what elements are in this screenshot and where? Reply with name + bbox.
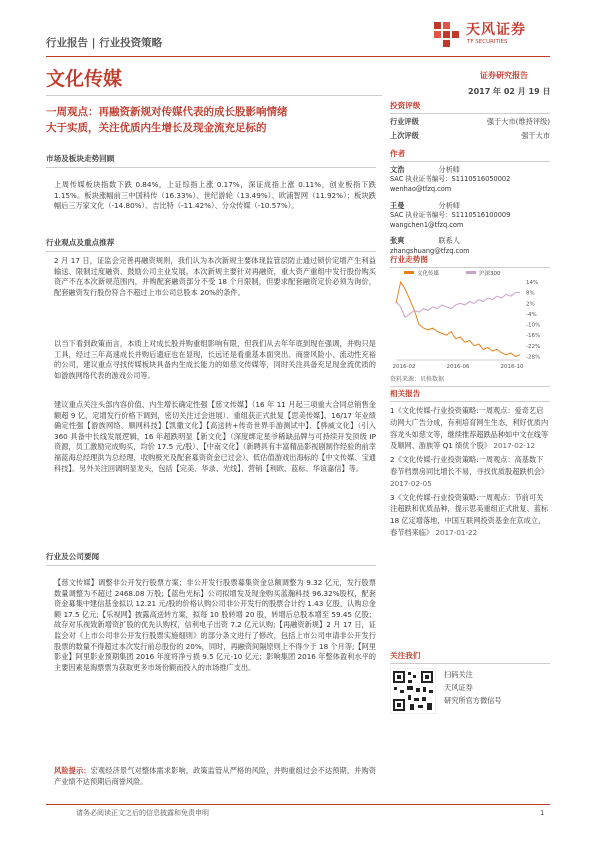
- market-paragraph: 上周传媒板块指数下跌 0.84%，上证综指上涨 0.17%，深证成指上涨 0.11%，创业板指下跌 1.15%。板块涨幅前三中国科传（16.33%）、世纪游轮（13.49%）、欧浦智网（11.92%）；板块跌幅后三万家文化（-14.80%）、吉比特（-11.42%）、分众传媒（-10.57%）。: [54, 180, 376, 211]
- views-rule: [46, 251, 376, 252]
- report-type: 证券研究报告: [480, 71, 528, 80]
- header-rule: [46, 56, 550, 57]
- company-heading: 行业及公司要闻: [46, 552, 100, 561]
- prev-rating-value: 强于大市: [521, 131, 550, 141]
- rating-section: [390, 100, 550, 142]
- y-tick-label: 8%: [526, 290, 535, 297]
- page-number: 1: [540, 809, 545, 817]
- author-cert: SAC 执业证书编号：S1110516100009: [390, 210, 511, 219]
- series-line: [396, 282, 520, 357]
- industry-rating-label: 行业评级: [390, 117, 419, 126]
- author-email: wangchen1@tfzq.com: [390, 220, 464, 229]
- author-block: [390, 201, 550, 231]
- legend-label: 文化传媒: [417, 271, 440, 277]
- market-rule: [46, 167, 376, 168]
- author-block: [390, 165, 550, 195]
- market-heading: 市场及板块走势回顾: [46, 154, 115, 163]
- related-item-text: 1《文化传媒-行业投资策略:一周观点：爱奇艺启动网大广告分成，有利培育网生生态，利好优质内容龙头如慈文等，继续推荐超跌品种如中文在线等及顺网、游族等 Q1 绩优个股》: [390, 406, 549, 451]
- title-rule: [46, 95, 382, 96]
- y-tick-label: -16%: [526, 333, 541, 340]
- related-item-date: 2017-02-05: [390, 478, 432, 488]
- views-paragraph-3: 建议重点关注头部内容价值、内生增长确定性强【慈文传媒】（16 年 11 月起三项重大合同总销售金额超 9 亿，定增发行价格下调到，密切关注过会进展）、重组获正式批复【思美传媒】、16/17 年业绩确定性强【游族网络、顺网科技】【凯撒文化】【高送转+传奇世界手游测试中】、【骅威文化】（引入 360 具备中长线发展逻辑，16 年超跌明显【新文化】（深度绑定星爷稀缺品牌与可持续开发顶级 IP 资源，员工激励完成购买，均价 17.5 元/股）、【中南文化】（新聘具有丰富精品影视剧制作经验的前幸福蓝海总经理洪为总经理，收购极光及配套募资资金已过会）、低估值游戏出海标的【中文传媒、宝通科技】。另外关注回调明显龙头，包括【完美、华录、光线】、营销【利欧、蓝标、华谊嘉信】等。: [54, 400, 376, 473]
- company-rule: [46, 565, 376, 566]
- author-name: 张爽: [390, 236, 405, 246]
- related-section: [390, 388, 550, 539]
- related-item-date: 2017-01-22: [435, 527, 478, 537]
- author-name: 王曼: [390, 200, 405, 210]
- headline: [46, 104, 386, 136]
- legend-swatch: [404, 271, 414, 274]
- author-name: 文浩: [390, 165, 405, 174]
- x-tick-label: 2016-02: [392, 364, 416, 370]
- related-item-date: 2017-02-12: [493, 441, 536, 451]
- follow-line: 天风证券: [444, 683, 473, 692]
- report-date: 2017 年 02 月 19 日: [468, 87, 551, 96]
- risk-text: 宏观经济景气对整体需求影响，政策监管从严格的风险，并购重组过会不达预期，并购资产业绩不达预期后商誉风险。: [54, 766, 376, 786]
- x-tick-label: 2016-06: [446, 364, 470, 370]
- risk-label: 风险提示：: [54, 766, 91, 775]
- author-role: 分析师: [438, 165, 460, 174]
- author-role: 分析师: [438, 200, 460, 210]
- breadcrumb: 行业报告 | 行业投资策略: [46, 37, 163, 49]
- series-line: [396, 293, 520, 318]
- views-paragraph-2: 以当下看到政策而言，本质上对成长股并购重组影响有限，但我们从去年年底到现在强调，并购只是工具，经过三年高速成长并购后遗症也在显现，长远还是看重基本面突出、商誉风险小、流动性充裕的公司，建议重点寻找传媒板块具备内生成长能力的如慈文传媒等，同时关注具备充足现金流优质的如游族网络代表的游戏公司等。: [54, 339, 376, 380]
- authors-heading: 作者: [390, 149, 406, 158]
- related-item[interactable]: [390, 454, 550, 489]
- related-heading: 相关报告: [390, 389, 421, 398]
- y-tick-label: -4%: [526, 311, 537, 318]
- footer-disclaimer: 请务必阅读正文之后的信息披露和免责申明: [76, 809, 209, 817]
- legend-label: 沪深300: [479, 271, 501, 277]
- author-email: wenhao@tfzq.com: [390, 184, 452, 193]
- y-tick-label: -22%: [526, 343, 541, 350]
- related-item[interactable]: [390, 492, 550, 539]
- logo-en: TF SECURITIES: [467, 39, 508, 45]
- legend-swatch: [466, 271, 476, 274]
- author-email: zhangshuang@tfzq.com: [390, 246, 470, 255]
- risk-paragraph: [54, 766, 376, 787]
- trend-chart: [390, 268, 550, 376]
- y-tick-label: -28%: [526, 354, 541, 361]
- prev-rating-label: 上次评级: [390, 131, 419, 141]
- industry-rating-value: 强于大市(维持评级): [486, 117, 550, 126]
- company-paragraph: 【慈文传媒】调整非公开发行股票方案；非公开发行股票募集资金总额调整为 9.32 亿元，发行股票数量调整为不超过 2468.08 万股;【蓝色光标】公司拟增发及现金购买蓝瀚科技 96.32%股权，配套资金募集中建信基金拟以 12.21 元/股的价格认购公司非公开发行的股票合计约 1.43 亿股，认购总金额 17.5 亿元;【乐视网】披露高送转方案，拟每 10 股转增 20 股，转增后总股本增至 59.45 亿股；故存对乐视致新增资扩股的优先认购权，信利电子出资 7.2 亿元认购;【再融资新规】2 月 17 日，证监会对《上市公司非公开发行股票实施细则》的部分条文进行了修改，包括上市公司申请非公开发行股票的数量不得超过本次发行前总股份的 20%，同时，再融资间隔原则上不得少于 18 个月等;【阿里影业】阿里影业预期集团 2016 年度将净亏损 9.5 亿元-10 亿元；影响集团 2016 年整体盈利水平的主要因素是淘票票为获取更多市场份额而投入的市场推广支出。: [54, 578, 376, 672]
- industry-title: 文化传媒: [46, 68, 123, 90]
- author-role: 联系人: [438, 236, 460, 246]
- rating-heading: 投资评级: [390, 101, 421, 110]
- chart-rule: [390, 386, 550, 387]
- author-cert: SAC 执业证书编号：S1110516050002: [390, 175, 511, 184]
- views-heading: 行业观点及重点推荐: [46, 238, 115, 247]
- tf-logo-icon: [432, 20, 462, 50]
- logo: [432, 18, 552, 54]
- related-item[interactable]: [390, 405, 550, 452]
- related-item-text: 2《文化传媒-行业投资策略:一周观点：高基数下春节档票房同比增长不易，寻找优质股超跌机会》: [390, 455, 549, 476]
- follow-line: 研究所官方微信号: [444, 696, 502, 705]
- y-tick-label: 2%: [526, 301, 535, 308]
- follow-section: [390, 650, 550, 714]
- follow-heading: 关注我们: [390, 651, 421, 660]
- y-tick-label: -10%: [526, 322, 541, 329]
- authors-section: [390, 148, 550, 256]
- follow-line: 扫码关注: [444, 670, 473, 679]
- views-paragraph-1: 2 月 17 日，证监会完善再融资规则，我们认为本次新规主要体现监管层防止通过锁价定增产生利益输送、限制过度融资、鼓励公司主业发展。本次新规主要针对再融资，重大资产重组中发行股份购买资产不在本次新规范围内，并购配套融资部分不受 18 个月限制，但要求配套融资定价必须为询价，配套融资发行股份符合不超过上市公司总股本 20%的条件。: [54, 256, 376, 297]
- y-tick-label: 14%: [526, 280, 539, 286]
- related-item-text: 3《文化传媒-行业投资策略:一周观点：节前可关注超跌和优质品种，提示思美重组正式批复、蓝标 18 亿定增落地，中国互联网投资基金在京成立，春节档来临》: [390, 492, 549, 537]
- headline-line-1: 一周观点：再融资新规对传媒代表的成长股影响情绪: [46, 106, 288, 118]
- x-tick-label: 2016-10: [500, 364, 524, 370]
- qr-code-icon[interactable]: [390, 668, 436, 714]
- footer-rule: [46, 804, 550, 805]
- logo-cn: 天风证券: [466, 22, 526, 38]
- headline-line-2: 大于实质，关注优质内生增长及现金流充足标的: [46, 122, 267, 134]
- chart-source: 资料来源：贝格数据: [390, 376, 445, 383]
- trend-heading: 行业走势图: [390, 255, 428, 264]
